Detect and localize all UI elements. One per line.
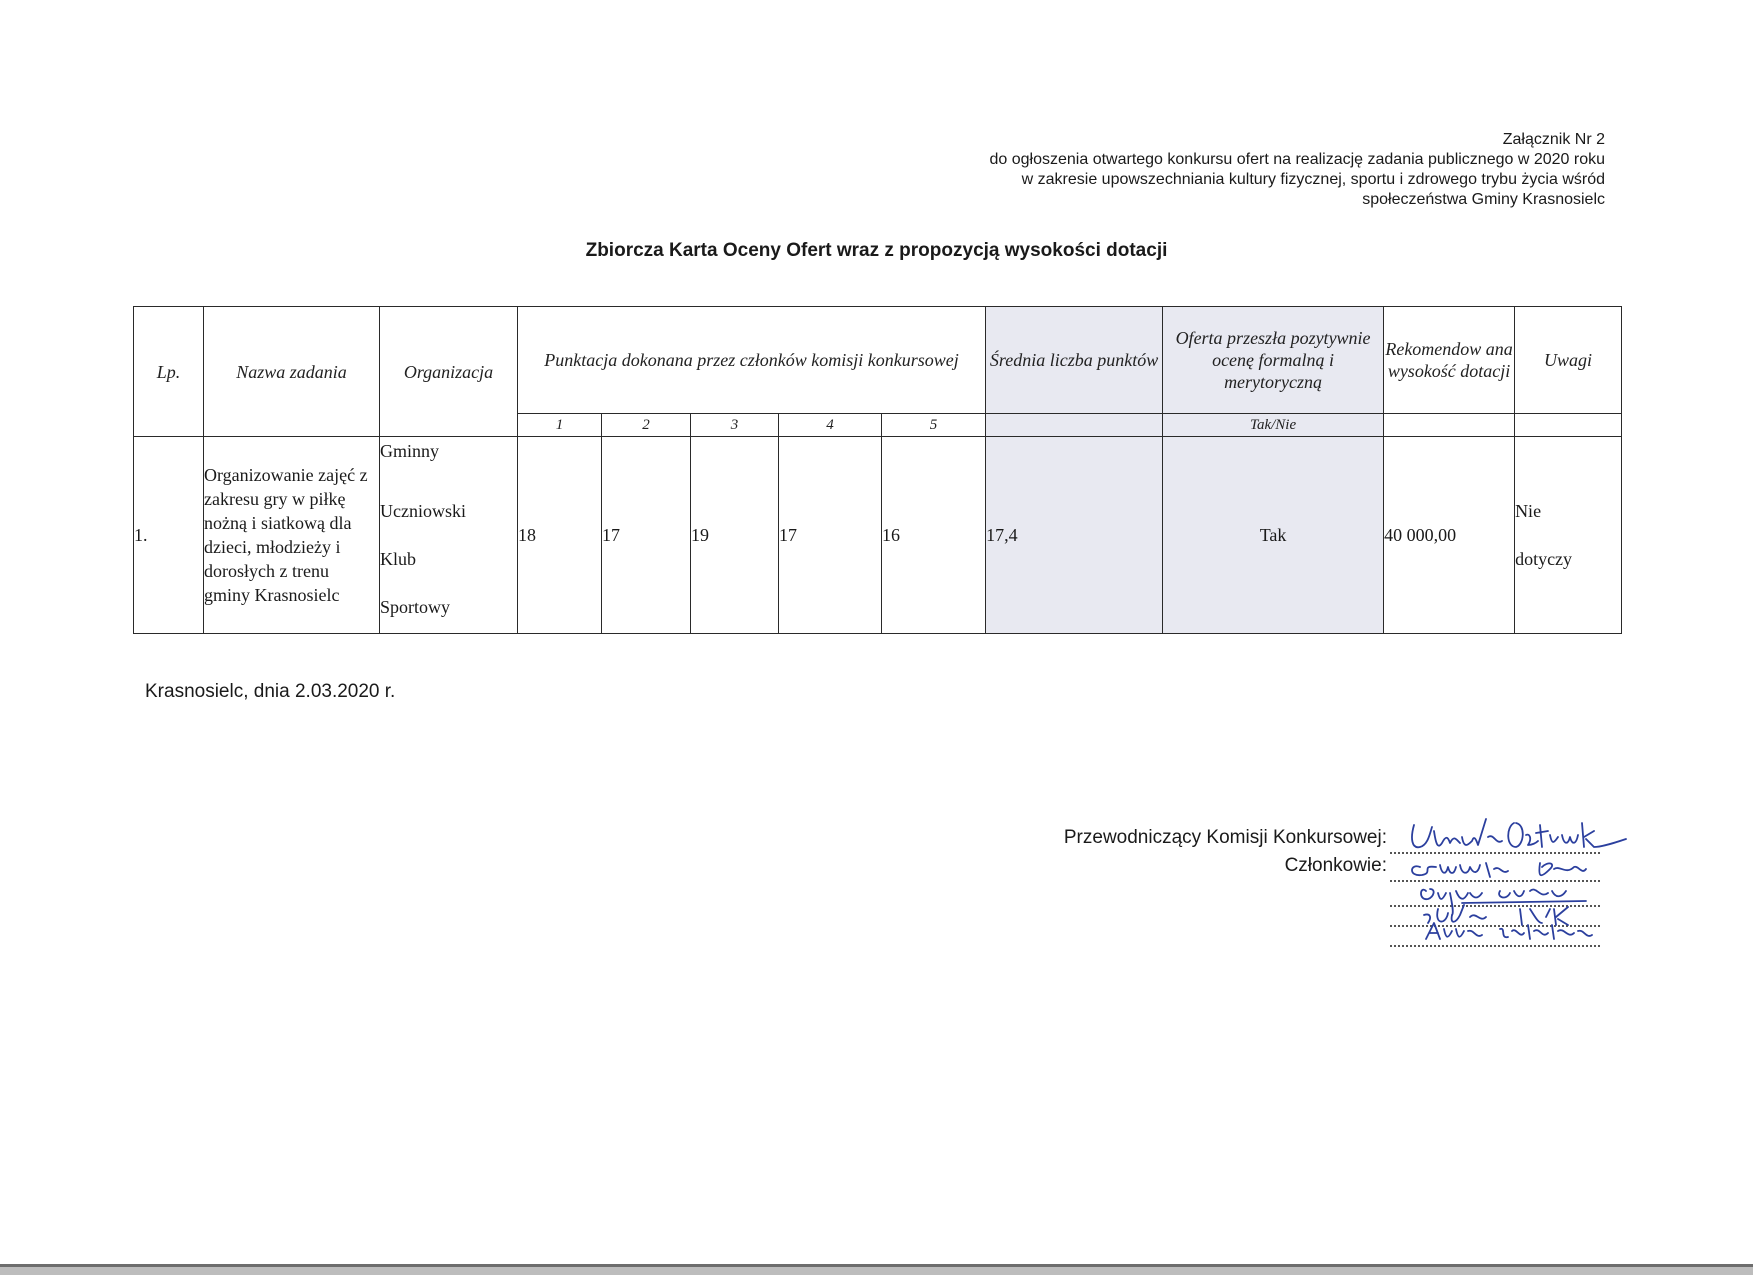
cell-average: 17,4 (986, 437, 1163, 634)
org-line: Gminny (380, 441, 440, 461)
subheader-member-3: 3 (691, 414, 779, 437)
org-line: Klub (380, 549, 416, 569)
org-line: Uczniowski (380, 501, 466, 521)
header-average: Średnia liczba punktów (986, 307, 1163, 414)
cell-score-2: 17 (602, 437, 691, 634)
cell-score-1: 18 (518, 437, 602, 634)
signature-member-1 (1412, 863, 1586, 877)
handwritten-signatures (1390, 805, 1630, 945)
header-organization: Organizacja (380, 307, 518, 437)
cell-score-3: 19 (691, 437, 779, 634)
subheader-passed: Tak/Nie (1163, 414, 1384, 437)
table-row (134, 437, 1622, 634)
annex-line-1: Załącznik Nr 2 (1502, 131, 1605, 148)
signature-member-3 (1424, 905, 1568, 925)
cell-lp: 1. (134, 437, 204, 634)
signature-member-2 (1421, 889, 1586, 915)
evaluation-table (133, 306, 1622, 634)
cell-score-4: 17 (779, 437, 882, 634)
subheader-member-2: 2 (602, 414, 691, 437)
header-task-name: Nazwa zadania (204, 307, 380, 437)
signature-line (1390, 945, 1600, 947)
document-title: Zbiorcza Karta Oceny Ofert wraz z propozycją wysokości dotacji (585, 240, 1168, 261)
subheader-member-4: 4 (779, 414, 882, 437)
subheader-member-1: 1 (518, 414, 602, 437)
subheader-average-empty (986, 414, 1163, 437)
annex-line-2: do ogłoszenia otwartego konkursu ofert na realizację zadania publicznego w 2020 roku (989, 151, 1605, 168)
subheader-member-5: 5 (882, 414, 986, 437)
place-and-date: Krasnosielc, dnia 2.03.2020 r. (145, 681, 396, 702)
scan-edge (0, 1267, 1753, 1275)
chair-label: Przewodniczący Komisji Konkursowej: (1063, 827, 1387, 848)
signature-labels (1064, 824, 1387, 880)
annex-line-3: w zakresie upowszechniania kultury fizycznej, sportu i zdrowego trybu życia wśród (1021, 171, 1605, 188)
cell-notes (1515, 437, 1622, 634)
signature-chair (1412, 819, 1626, 847)
cell-amount: 40 000,00 (1384, 437, 1515, 634)
notes-line: dotyczy (1515, 549, 1573, 569)
org-line: Sportowy (380, 597, 451, 617)
cell-organization (380, 437, 518, 634)
header-scores: Punktacja dokonana przez członków komisji konkursowej (518, 307, 986, 414)
header-notes: Uwagi (1515, 307, 1622, 414)
cell-score-5: 16 (882, 437, 986, 634)
table-header-row (134, 307, 1622, 414)
members-label: Członkowie: (1284, 855, 1387, 876)
subheader-amount-empty (1384, 414, 1515, 437)
signature-block (1390, 805, 1630, 945)
cell-task-name: Organizowanie zajęć z zakresu gry w piłkę nożną i siatkową dla dzieci, młodzieży i dorosłych z trenu gminy Krasnosielc (204, 437, 380, 634)
header-amount: Rekomendow ana wysokość dotacji (1384, 307, 1515, 414)
subheader-notes-empty (1515, 414, 1622, 437)
notes-line: Nie (1515, 501, 1542, 521)
annex-header (705, 130, 1605, 210)
cell-passed: Tak (1163, 437, 1384, 634)
header-lp: Lp. (134, 307, 204, 437)
header-passed: Oferta przeszła pozytywnie ocenę formalną i merytoryczną (1163, 307, 1384, 414)
annex-line-4: społeczeństwa Gminy Krasnosielc (1362, 191, 1605, 208)
